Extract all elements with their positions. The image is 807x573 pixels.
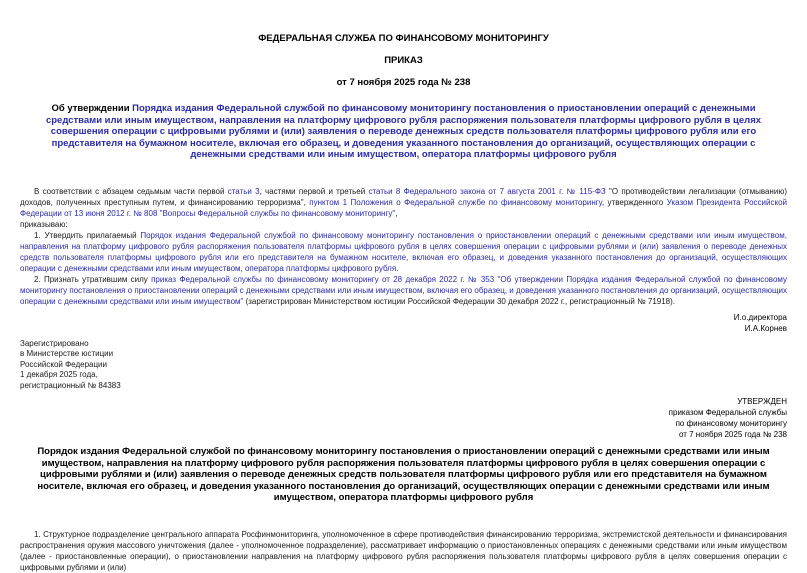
- order-item-2: [20, 274, 787, 307]
- item-2-suffix: (зарегистрирован Министерством юстиции Российской Федерации 30 декабря 2022 г., регистрационный № 71918).: [243, 296, 676, 306]
- header-doc-type: ПРИКАЗ: [384, 55, 423, 66]
- registration-line: Зарегистрировано: [20, 338, 89, 348]
- signature-block: [20, 312, 787, 334]
- link-article-3[interactable]: статьи 3: [227, 186, 260, 196]
- signatory-position: И.о.директора: [733, 312, 787, 322]
- registration-line: регистрационный № 84383: [20, 380, 121, 390]
- approval-line: от 7 ноября 2025 года № 238: [678, 430, 787, 439]
- link-regulation-point-1[interactable]: пунктом 1 Положения о Федеральной службе по финансовому мониторингу: [309, 197, 602, 207]
- registration-line: 1 декабря 2025 года,: [20, 370, 98, 379]
- header-date: от 7 ноября 2025 года № 238: [336, 77, 471, 88]
- registration-line: Российской Федерации: [20, 359, 107, 369]
- link-approved-procedure[interactable]: Порядок издания Федеральной службой по финансовому мониторингу постановления о приостановлении операций с денежными средствами или иным имуществом, направления на платформу цифрового рубля распоряжения пользователя платформы цифрового рубля в целях совершения операции с цифровыми рублями и (или) заявления о переводе денежных средств пользователя платформы цифрового рубля или его представителя на бумажном носителе, включая его образец, и доведения указанного постановления до организаций, осуществляющих операции с денежными средствами или иным имуществом, оператора платформы цифрового рубля: [20, 230, 788, 273]
- decree-word: приказываю:: [20, 219, 68, 229]
- approval-line: УТВЕРЖДЕН: [737, 397, 787, 406]
- link-presidential-decree-808[interactable]: Указом Президента Российской Федерации от 13 июня 2012 г. № 808 "Вопросы Федеральной службы по финансовому мониторингу": [20, 197, 787, 218]
- link-repealed-order-353[interactable]: приказ Федеральной службы по финансовому мониторингу от 28 декабря 2022 г. № 353 "Об утверждении Порядка издания Федеральной службой по финансовому мониторингу постановления о приостановлении операций с денежными средствами или иным имуществом, включая его образец, и доведения указанного постановления до организаций, осуществляющих операции с денежными средствами или иным имуществом": [20, 274, 787, 306]
- approval-line: по финансовому мониторингу: [675, 419, 787, 428]
- annex-paragraph-1: 1. Структурное подразделение центрального аппарата Росфинмониторинга, уполномоченное в сфере противодействия финансированию терроризма, экстремистской деятельности и финансирования распространения оружия массового уничтожения (далее - уполномоченное подразделение), рассматривает информацию о приостановленных операциях с денежными средствами или иным имуществом (далее - приостановленные операции), о приостановлении направления на платформу цифрового рубля распоряжения пользователя платформы цифрового рубля в целях совершения операции с цифровыми рублями и (или): [20, 529, 787, 572]
- document-header: [20, 34, 787, 88]
- link-article-8-law-115fz[interactable]: статьи 8 Федерального закона от 7 августа 2001 г. № 115-ФЗ: [368, 186, 606, 196]
- preamble-text-4: , утвержденного: [601, 197, 667, 207]
- order-title: [28, 103, 779, 161]
- header-agency: ФЕДЕРАЛЬНАЯ СЛУЖБА ПО ФИНАНСОВОМУ МОНИТОРИНГУ: [258, 33, 549, 44]
- registration-line: в Министерстве юстиции: [20, 349, 114, 358]
- annex-title: Порядок издания Федеральной службой по финансовому мониторингу постановления о приостановлении операций с денежными средствами или иным имуществом, направления на платформу цифрового рубля распоряжения пользователя платформы цифрового рубля в целях совершения операции с цифровыми рублями и (или) заявления о переводе денежных средств пользователя платформы цифрового рубля или его представителя на бумажном носителе, включая его образец, и доведения указанного постановления до организаций, осуществляющих операции с денежными средствами или иным имуществом, оператора платформы цифрового рубля: [37, 446, 770, 503]
- signatory-name: И.А.Корнев: [744, 323, 787, 333]
- order-title-prefix: Об утверждении: [51, 103, 133, 114]
- item-1-prefix: 1. Утвердить прилагаемый: [34, 230, 141, 240]
- preamble-paragraph: [20, 186, 787, 219]
- preamble-text-3: "О противодействии легализации (отмыванию) доходов, полученных преступным путем, и финансированию терроризма",: [20, 186, 787, 207]
- preamble-text-5: ,: [395, 208, 398, 218]
- approval-line: приказом Федеральной службы: [668, 408, 787, 417]
- registration-block: [20, 339, 787, 392]
- preamble-text-2: , частями первой и третьей: [259, 186, 369, 196]
- order-title-link[interactable]: Порядка издания Федеральной службой по финансовому мониторингу постановления о приостановлении операций с денежными средствами или иным имуществом, направления на платформу цифрового рубля распоряжения пользователя платформы цифрового рубля в целях совершения операции с цифровыми рублями и (или) заявления о переводе денежных средств пользователя платформы цифрового рубля или его представителя на бумажном носителе, включая его образец, и доведения указанного постановления до организаций, осуществляющих операции с денежными средствами или иным имуществом, оператора платформы цифрового рубля: [45, 103, 762, 160]
- order-item-1: [20, 230, 787, 274]
- approval-block: [20, 396, 787, 440]
- preamble-text-1: В соответствии с абзацем седьмым части первой: [34, 186, 228, 196]
- item-1-suffix: .: [396, 263, 399, 273]
- item-2-prefix: 2. Признать утратившим силу: [34, 274, 152, 284]
